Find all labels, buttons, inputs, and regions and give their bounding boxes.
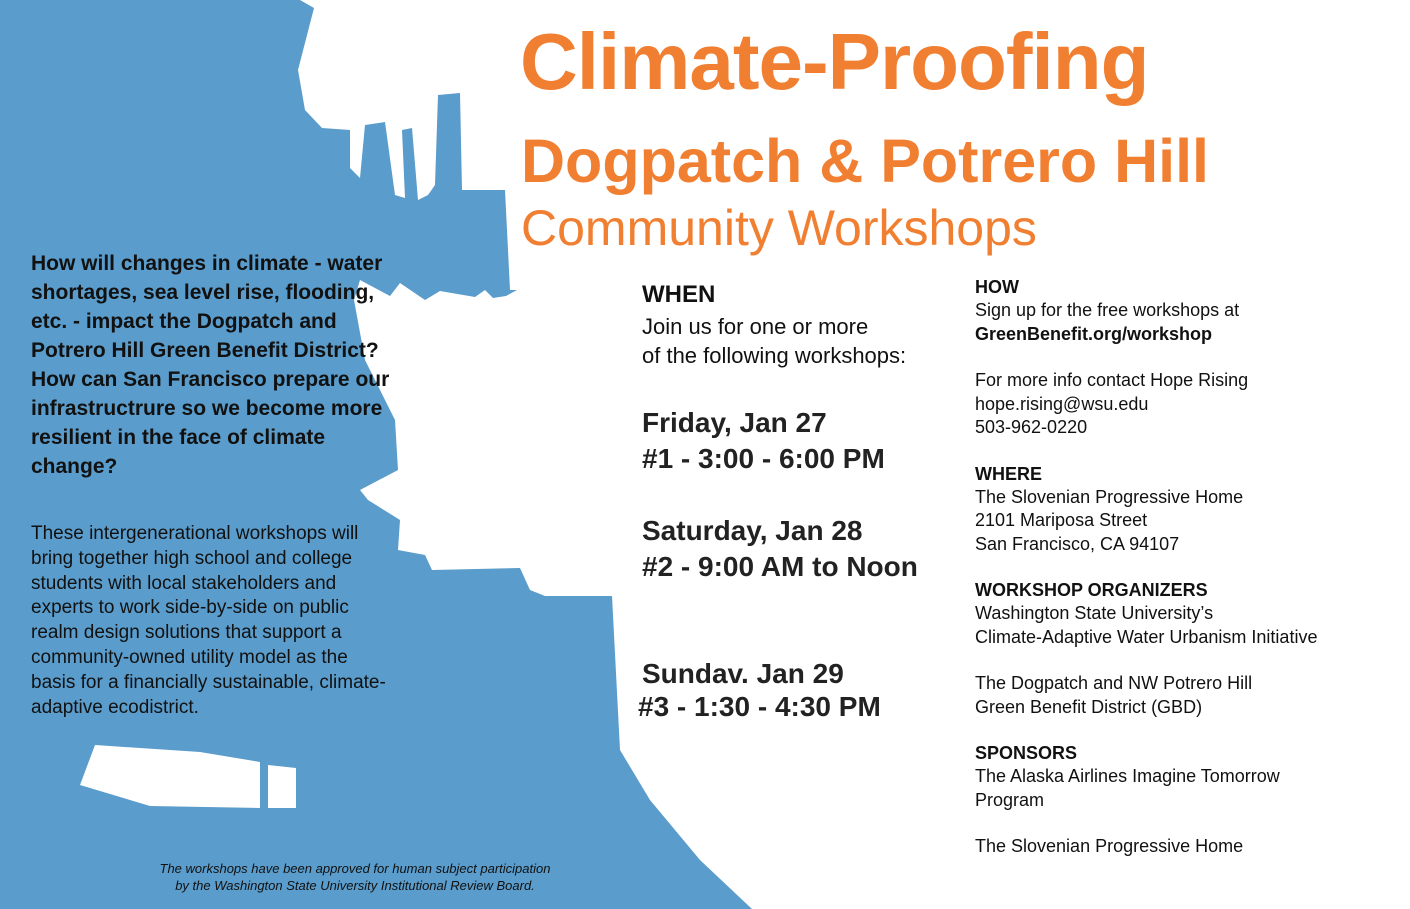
organizer-2-line2: Green Benefit District (GBD) — [975, 696, 1203, 717]
contact-text: For more info contact Hope Rising — [975, 370, 1249, 390]
venue-city: San Francisco, CA 94107 — [975, 533, 1180, 554]
session-2-time: #2 - 9:00 AM to Noon — [642, 551, 918, 582]
irb-note-line2: by the Washington State University Institutional Review Board. — [175, 878, 535, 893]
irb-note — [120, 860, 590, 894]
when-intro-line2: of the following workshops: — [642, 343, 907, 368]
when-intro — [642, 312, 952, 370]
where-heading: WHERE — [975, 463, 1042, 484]
title-neighborhoods: Dogpatch & Potrero Hill — [521, 127, 1209, 195]
contact-email[interactable]: hope.rising@wsu.edu — [975, 393, 1149, 414]
sponsors-heading: SPONSORS — [975, 743, 1078, 763]
workshop-description: These intergenerational workshops will bring together high school and college students with local stakeholders and experts to work side-by-side on public realm design solutions that support a community-owned utility model as the basis for a financially sustainable, climate-adaptive ecodistrict. — [31, 523, 386, 718]
pier-shape — [268, 765, 296, 808]
title-community-workshops: Community Workshops — [521, 200, 1037, 256]
sponsor-2: The Slovenian Progressive Home — [975, 836, 1244, 856]
signup-link[interactable]: GreenBenefit.org/workshop — [975, 323, 1213, 344]
venue-name: The Slovenian Progressive Home — [975, 486, 1244, 507]
sponsor-1-line2: Program — [975, 789, 1045, 810]
irb-note-line1: The workshops have been approved for human subject participation — [159, 861, 551, 876]
session-1-time: #1 - 3:00 - 6:00 PM — [642, 443, 885, 474]
sponsor-1-line1: The Alaska Airlines Imagine Tomorrow — [975, 766, 1280, 786]
how-signup-text: Sign up for the free workshops at — [975, 300, 1240, 320]
title-climate-proofing: Climate-Proofing — [520, 17, 1149, 106]
how-heading: HOW — [975, 277, 1019, 297]
organizer-1-line1: Washington State University’s — [975, 603, 1214, 623]
lower-bay-water — [612, 596, 752, 909]
climate-question: How will changes in climate - water shortages, sea level rise, flooding, etc. - impact the Dogpatch and Potrero Hill Green Benefit District? How can San Francisco prepare our infrastructrure so we become more resilient in the face of climate change? — [31, 252, 390, 478]
organizers-heading: WORKSHOP ORGANIZERS — [975, 580, 1208, 600]
venue-street: 2101 Mariposa Street — [975, 510, 1148, 530]
info-column — [975, 276, 1395, 859]
session-1-day: Friday, Jan 27 — [642, 407, 827, 438]
organizer-1-line2: Climate-Adaptive Water Urbanism Initiative — [975, 626, 1318, 647]
session-3-day: Sundav. Jan 29 — [642, 658, 844, 689]
when-intro-line1: Join us for one or more — [642, 314, 869, 339]
when-heading: WHEN — [642, 281, 716, 308]
organizer-2-line1: The Dogpatch and NW Potrero Hill — [975, 673, 1253, 693]
session-2-day: Saturday, Jan 28 — [642, 515, 863, 546]
contact-phone: 503-962-0220 — [975, 417, 1088, 437]
session-3-time: #3 - 1:30 - 4:30 PM — [638, 691, 881, 722]
